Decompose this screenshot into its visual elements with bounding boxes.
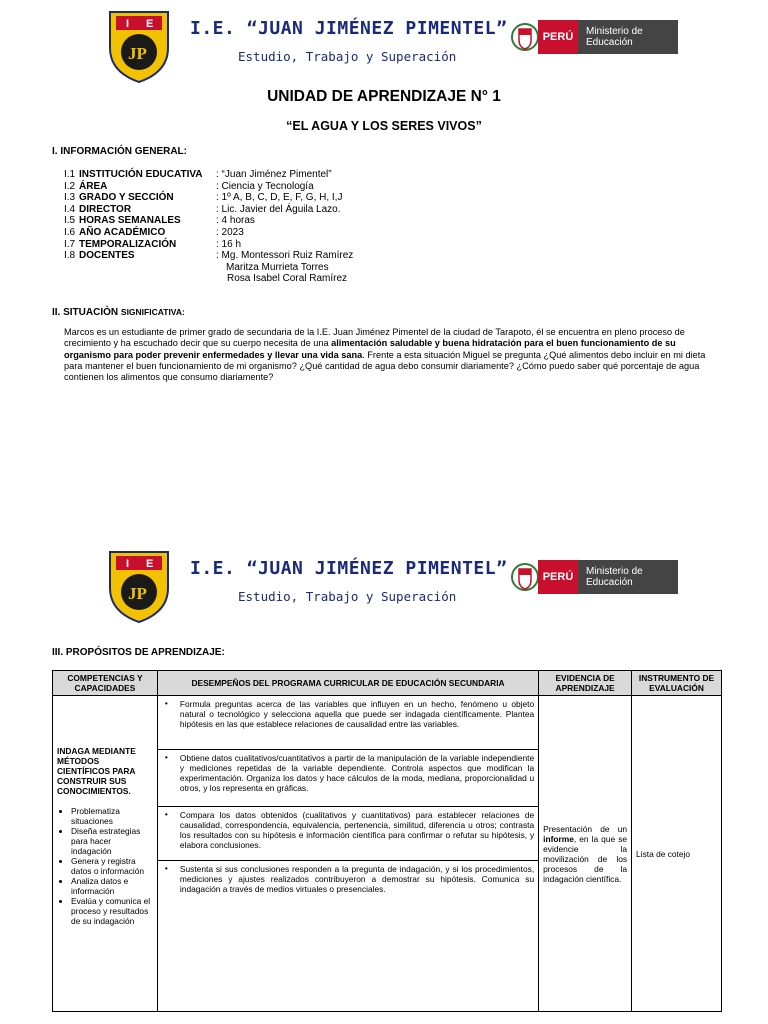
svg-text:JP: JP — [128, 44, 147, 63]
svg-text:E: E — [146, 558, 154, 570]
ministry-label: Ministerio de Educación — [578, 20, 678, 54]
svg-text:JP: JP — [128, 584, 147, 603]
bullet-icon: • — [164, 698, 168, 708]
info-row: I.3 GRADO Y SECCIÓN : 1º A, B, C, D, E, F, G, H, I,J — [64, 192, 343, 204]
page-header-2 — [98, 548, 688, 624]
unit-subtitle: “EL AGUA Y LOS SERES VIVOS” — [286, 119, 482, 133]
table-row — [53, 696, 722, 1012]
competencia-cell — [53, 696, 158, 1012]
section-situation-heading: II. SITUACIÒN SIGNIFICATIVA: — [52, 307, 185, 318]
instrumento-cell: Lista de cotejo — [632, 696, 722, 1012]
table-header-row — [53, 671, 722, 696]
peru-label: PERÚ — [538, 560, 578, 594]
general-info-list — [64, 169, 353, 285]
school-motto: Estudio, Trabajo y Superación — [238, 49, 457, 64]
info-row: I.8 DOCENTES : Mg. Montessori Ruiz Ramírez — [64, 250, 354, 262]
capacidades-list — [57, 806, 153, 926]
list-item: • Genera y registra datos o información — [71, 856, 153, 876]
svg-text:I: I — [126, 558, 130, 570]
desempeno-item: • Sustenta si sus conclusiones responden a la pregunta de indagación, y si los procedimientos, mediciones y ajustes realizados contribuyeron a demostrar su hipótesis. Comunica su indagación a través de medios virtuales o presenciales. — [164, 863, 535, 894]
list-item: • Evalúa y comunica el proceso y resultados de su indagación — [71, 896, 153, 926]
list-item: • Analiza datos e información — [71, 876, 153, 896]
info-row: I.6 AÑO ACADÉMICO : 2023 — [64, 226, 244, 238]
col-header-competencias: COMPETENCIAS Y CAPACIDADES — [53, 671, 158, 696]
peru-crest-icon — [510, 560, 540, 594]
learning-purposes-table — [52, 670, 722, 1012]
svg-text:I: I — [126, 18, 130, 30]
school-logo-icon — [106, 8, 172, 84]
list-item: • Diseña estrategias para hacer indagación — [71, 826, 153, 856]
situation-paragraph: Marcos es un estudiante de primer grado de secundaria de la I.E. Juan Jiménez Pimentel de la ciudad de Tarapoto, él se encuentra en pleno proceso de crecimiento y ha escuchado decir que su cuerpo necesita de una alimentación saludable y buena hidratación para el buen funcionamiento de su organismo para poder prevenir enfermedades y llevar una vida sana. Frente a esta situación Miguel se pregunta ¿Qué alimentos debo incluir en mi dieta para mantener el buen funcionamiento de mi organismo? ¿Qué cantidad de agua debo consumir diariamente? ¿Cómo puedo saber qué porcentaje de agua contienen los alimentos que consumo diariamente? — [64, 327, 706, 383]
school-logo-icon — [106, 548, 172, 624]
peru-crest-icon — [510, 20, 540, 54]
desempenos-cell — [157, 696, 538, 1012]
school-name: I.E. “JUAN JIMÉNEZ PIMENTEL” — [190, 18, 508, 39]
desempeno-item: • Compara los datos obtenidos (cualitativos y cuantitativos) para establecer relaciones de causalidad, correspondencia, equivalencia, pertenencia, similitud, diferencia u otros; contrasta los resultados con su hipótesis e información científica para confirmar o refutar su hipótesis, y elabora conclusiones. — [158, 807, 538, 861]
ministry-logo — [538, 560, 678, 594]
section-general-info-heading: I. INFORMACIÓN GENERAL: — [52, 146, 187, 157]
info-row: I.5 HORAS SEMANALES : 4 horas — [64, 215, 255, 227]
info-row-docente: Maritza Murrieta Torres — [226, 261, 329, 273]
unit-title: UNIDAD DE APRENDIZAJE N° 1 — [267, 88, 501, 105]
info-row: I.1 INSTITUCIÓN EDUCATIVA : “Juan Jiménez Pimentel” — [64, 169, 332, 180]
info-row: I.7 TEMPORALIZACIÓN : 16 h — [64, 238, 242, 250]
ministry-logo — [538, 20, 678, 54]
info-row-docente: Rosa Isabel Coral Ramírez — [227, 273, 348, 285]
desempeno-item: • Obtiene datos cualitativos/cuantitativos a partir de la manipulación de la variable independiente y mediciones repetidas de la variable dependiente. Controla aspectos que modifican la experimentación. Organiza los datos y hace cálculos de la moda, mediana, proporcionalidad u otros, y los representa en gráficas. — [158, 750, 538, 807]
competencia-title: INDAGA MEDIANTE MÉTODOS CIENTÍFICOS PARA CONSTRUIR SUS CONOCIMIENTOS. — [57, 746, 136, 796]
info-row: I.4 DIRECTOR : Lic. Javier del Águila Lazo. — [64, 203, 341, 215]
bullet-icon: • — [164, 863, 168, 873]
evidencia-cell: Presentación de un informe, en la que se evidencie la movilización de los procesos de la indagación científica. — [539, 696, 632, 1012]
desempeno-item: • Formula preguntas acerca de las variables que influyen en un hecho, fenómeno u objeto natural o tecnológico y selecciona aquella que puede ser indagada científicamente. Plantea hipótesis en las que establece relaciones de causalidad entre las variables. — [158, 696, 538, 750]
school-name: I.E. “JUAN JIMÉNEZ PIMENTEL” — [190, 558, 508, 579]
col-header-evidencia: EVIDENCIA DE APRENDIZAJE — [539, 671, 632, 696]
col-header-desempenos: DESEMPEÑOS DEL PROGRAMA CURRICULAR DE EDUCACIÓN SECUNDARIA — [157, 671, 538, 696]
page-header — [98, 8, 688, 84]
section-purposes-heading: III. PROPÓSITOS DE APRENDIZAJE: — [52, 647, 225, 658]
col-header-instrumento: INSTRUMENTO DE EVALUACIÓN — [632, 671, 722, 696]
school-motto: Estudio, Trabajo y Superación — [238, 589, 457, 604]
bullet-icon: • — [164, 809, 168, 819]
bullet-icon: • — [164, 752, 168, 762]
peru-label: PERÚ — [538, 20, 578, 54]
list-item: • Problematiza situaciones — [71, 806, 153, 826]
info-row: I.2 ÁREA : Ciencia y Tecnología — [64, 180, 314, 192]
svg-text:E: E — [146, 18, 154, 30]
ministry-label: Ministerio de Educación — [578, 560, 678, 594]
